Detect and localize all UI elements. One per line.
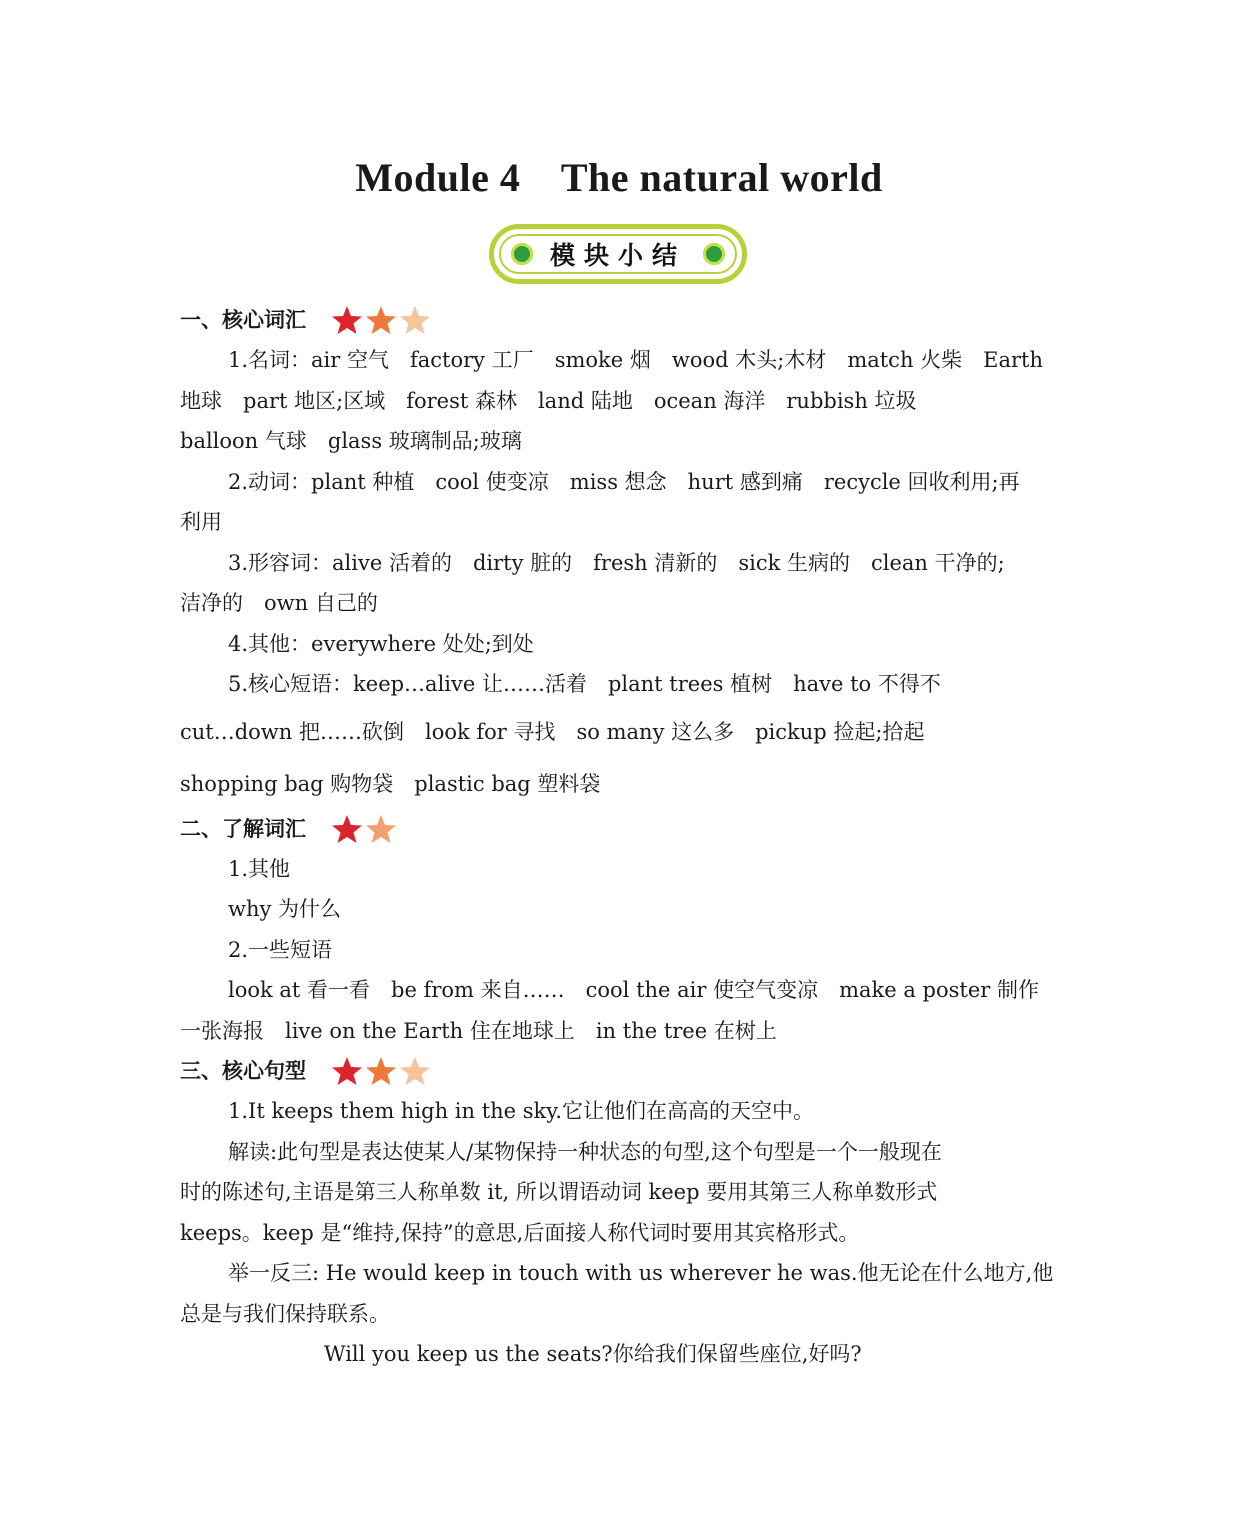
phrases-line-1: 5.核心短语：keep…alive 让……活着 plant trees 植树 have to 不得不 [228, 672, 941, 696]
phrases-line-2: cut…down 把……砍倒 look for 寻找 so many 这么多 pickup 捡起;拾起 [180, 719, 925, 744]
phrases-line-3: shopping bag 购物袋 plastic bag 塑料袋 [180, 771, 601, 796]
explain-line-1: 解读:此句型是表达使某人/某物保持一种状态的句型,这个句型是一个一般现在 [228, 1139, 942, 1164]
know-sub1: 1.其他 [228, 856, 291, 881]
verbs-line-2: 利用 [180, 510, 222, 534]
star-half-icon [398, 304, 432, 336]
know-sub2-line-2: 一张海报 live on the Earth 住在地球上 in the tree 在树上 [180, 1018, 777, 1043]
star-icon [364, 304, 398, 336]
know-sub1-item: why 为什么 [228, 897, 342, 921]
badge-label: 模块小结 [549, 241, 686, 270]
sentence-1: 1.It keeps them high in the sky.它让他们在高高的天空中。 [228, 1099, 815, 1123]
star-icon [364, 1055, 398, 1087]
nouns-line-2: 地球 part 地区;区域 forest 森林 land 陆地 ocean 海洋 rubbish 垃圾 [180, 388, 917, 413]
know-sub2: 2.一些短语 [228, 937, 333, 962]
section-heading-core-vocab: 一、核心词汇 [180, 300, 1060, 340]
section-heading-know-vocab: 二、了解词汇 [180, 809, 1060, 849]
example-line-3: Will you keep us the seats?你给我们保留些座位,好吗? [324, 1342, 862, 1366]
difficulty-stars [330, 1055, 432, 1087]
explain-line-3: keeps。keep 是“维持,保持”的意思,后面接人称代词时要用其宾格形式。 [180, 1220, 860, 1245]
nouns-line-1: 1.名词：air 空气 factory 工厂 smoke 烟 wood 木头;木材 match 火柴 Earth [228, 348, 1043, 372]
verbs-line-1: 2.动词：plant 种植 cool 使变凉 miss 想念 hurt 感到痛 recycle 回收利用;再 [228, 469, 1020, 494]
others-line: 4.其他：everywhere 处处;到处 [228, 631, 534, 656]
summary-content [180, 300, 1060, 1375]
explain-line-2: 时的陈述句,主语是第三人称单数 it, 所以谓语动词 keep 要用其第三人称单数形式 [180, 1180, 938, 1204]
adjectives-line-1: 3.形容词：alive 活着的 dirty 脏的 fresh 清新的 sick 生病的 clean 干净的; [228, 550, 1005, 575]
star-half-icon [398, 1055, 432, 1087]
section-heading-core-sentences: 三、核心句型 [180, 1051, 1060, 1091]
adjectives-line-2: 洁净的 own 自己的 [180, 591, 378, 615]
green-dot-icon [511, 243, 533, 265]
star-icon [330, 813, 364, 845]
star-icon [330, 1055, 364, 1087]
star-icon [330, 304, 364, 336]
module-summary-badge [489, 224, 747, 284]
difficulty-stars [330, 813, 398, 845]
know-sub2-line-1: look at 看一看 be from 来自…… cool the air 使空气变凉 make a poster 制作 [228, 978, 1039, 1002]
difficulty-stars [330, 304, 432, 336]
example-line-2: 总是与我们保持联系。 [180, 1301, 390, 1326]
nouns-line-3: balloon 气球 glass 玻璃制品;玻璃 [180, 429, 522, 453]
green-dot-icon [703, 243, 725, 265]
star-half-icon [364, 813, 398, 845]
example-line-1: 举一反三: He would keep in touch with us wherever he was.他无论在什么地方,他 [228, 1261, 1054, 1285]
page-title: Module 4 The natural world [355, 155, 883, 200]
